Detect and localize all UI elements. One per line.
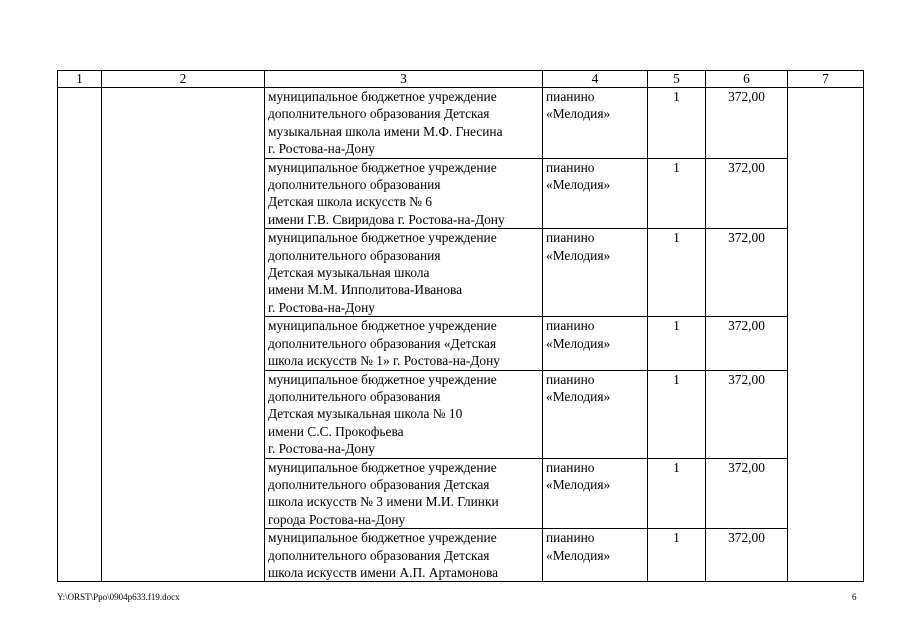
instrument-line: «Мелодия» (546, 388, 611, 404)
column-header-5: 5 (648, 71, 706, 88)
table-row (58, 88, 864, 159)
footer-file-path: Y:\ORST\Ppo\0904p633.f19.docx (57, 592, 180, 602)
institution-line: дополнительного образования (268, 177, 441, 193)
price-cell: 372,00 (706, 458, 788, 529)
institution-line: г. Ростова-на-Дону (268, 141, 375, 157)
instrument-line: пианино (546, 530, 595, 546)
table-header-row (58, 71, 864, 88)
quantity-cell: 1 (648, 229, 706, 317)
price-cell: 372,00 (706, 158, 788, 229)
institution-cell (265, 229, 543, 317)
instrument-line: «Мелодия» (546, 476, 611, 492)
institution-line: дополнительного образования (268, 388, 441, 404)
column-header-3: 3 (265, 71, 543, 88)
institution-line: имени Г.В. Свиридова г. Ростова-на-Дону (268, 211, 505, 227)
column-header-1: 1 (58, 71, 102, 88)
instrument-line: «Мелодия» (546, 547, 611, 563)
institution-line: муниципальное бюджетное учреждение (268, 318, 497, 334)
institution-line: муниципальное бюджетное учреждение (268, 159, 497, 175)
institution-line: муниципальное бюджетное учреждение (268, 371, 497, 387)
institution-line: школа искусств № 1» г. Ростова-на-Дону (268, 353, 500, 369)
institution-line: дополнительного образования Детская (268, 106, 490, 122)
quantity-cell: 1 (648, 88, 706, 159)
instrument-line: «Мелодия» (546, 106, 611, 122)
instrument-cell (543, 370, 648, 458)
institution-line: муниципальное бюджетное учреждение (268, 530, 497, 546)
institution-line: г. Ростова-на-Дону (268, 441, 375, 457)
institution-cell (265, 88, 543, 159)
quantity-cell: 1 (648, 370, 706, 458)
institution-cell (265, 529, 543, 582)
instrument-line: пианино (546, 159, 595, 175)
institution-line: муниципальное бюджетное учреждение (268, 230, 497, 246)
instrument-cell (543, 158, 648, 229)
instrument-line: «Мелодия» (546, 335, 611, 351)
column-header-4: 4 (543, 71, 648, 88)
price-cell: 372,00 (706, 370, 788, 458)
institution-line: имени М.М. Ипполитова-Иванова (268, 282, 463, 298)
quantity-cell: 1 (648, 458, 706, 529)
footer-page-number: 6 (852, 592, 857, 602)
quantity-cell: 1 (648, 158, 706, 229)
price-cell: 372,00 (706, 88, 788, 159)
instrument-cell (543, 229, 648, 317)
price-cell: 372,00 (706, 317, 788, 370)
institution-line: Детская школа искусств № 6 (268, 194, 432, 210)
institution-cell (265, 317, 543, 370)
institution-line: школа искусств № 3 имени М.И. Глинки (268, 494, 499, 510)
institution-cell (265, 370, 543, 458)
instrument-cell (543, 88, 648, 159)
institution-line: Детская музыкальная школа № 10 (268, 406, 463, 422)
institution-line: дополнительного образования Детская (268, 476, 490, 492)
instrument-line: пианино (546, 230, 595, 246)
instrument-line: пианино (546, 89, 595, 104)
institution-cell (265, 158, 543, 229)
instrument-line: пианино (546, 318, 595, 334)
column-header-7: 7 (788, 71, 864, 88)
merged-cell-col-7 (788, 88, 864, 582)
institution-line: города Ростова-на-Дону (268, 511, 406, 527)
instrument-line: пианино (546, 459, 595, 475)
instrument-cell (543, 529, 648, 582)
data-table (57, 70, 864, 582)
price-cell: 372,00 (706, 529, 788, 582)
merged-cell-col-1 (58, 88, 102, 582)
instrument-line: «Мелодия» (546, 247, 611, 263)
merged-cell-col-2 (102, 88, 265, 582)
column-header-2: 2 (102, 71, 265, 88)
quantity-cell: 1 (648, 529, 706, 582)
institution-line: дополнительного образования Детская (268, 547, 490, 563)
institution-line: Детская музыкальная школа (268, 265, 430, 281)
institution-cell (265, 458, 543, 529)
instrument-line: «Мелодия» (546, 177, 611, 193)
instrument-line: пианино (546, 371, 595, 387)
institution-line: музыкальная школа имени М.Ф. Гнесина (268, 123, 503, 139)
institution-line: муниципальное бюджетное учреждение (268, 459, 497, 475)
instrument-cell (543, 317, 648, 370)
institution-line: дополнительного образования «Детская (268, 335, 497, 351)
price-cell: 372,00 (706, 229, 788, 317)
institution-line: дополнительного образования (268, 247, 441, 263)
institution-line: муниципальное бюджетное учреждение (268, 89, 497, 104)
instrument-cell (543, 458, 648, 529)
institution-line: имени С.С. Прокофьева (268, 423, 404, 439)
quantity-cell: 1 (648, 317, 706, 370)
institution-line: школа искусств имени А.П. Артамонова (268, 564, 499, 580)
column-header-6: 6 (706, 71, 788, 88)
institution-line: г. Ростова-на-Дону (268, 299, 375, 315)
